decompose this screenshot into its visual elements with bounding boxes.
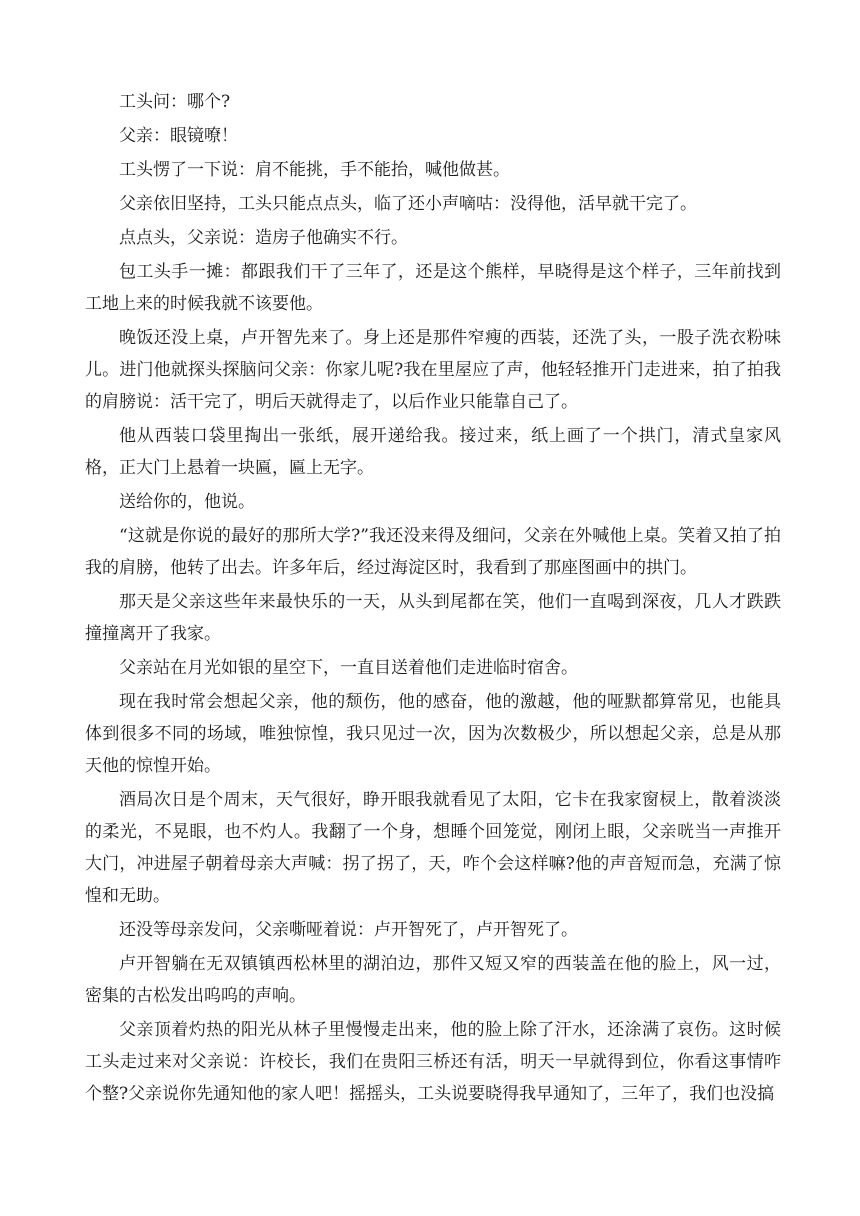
paragraph: 酒局次日是个周末，天气很好，睁开眼我就看见了太阳，它卡在我家窗棂上，散着淡淡的柔光，不晃眼，也不灼人。我翻了一个身，想睡个回笼觉，刚闭上眼，父亲咣当一声推开大门，冲进屋子朝着母亲大声喊：拐了拐了，天，咋个会这样嘛?他的声音短而急，充满了惊惶和无助。 xyxy=(85,790,781,906)
paragraph: 送给你的，他说。 xyxy=(119,492,255,512)
paragraph: 他从西装口袋里掏出一张纸，展开递给我。接过来，纸上画了一个拱门，清式皇家风格，正大门上悬着一块匾，匾上无字。 xyxy=(85,426,781,478)
paragraph: 父亲站在月光如银的星空下，一直目送着他们走进临时宿舍。 xyxy=(119,658,578,678)
paragraph: 父亲：眼镜嘹！ xyxy=(119,126,238,146)
paragraph: 父亲顶着灼热的阳光从林子里慢慢走出来，他的脸上除了汗水，还涂满了哀伤。这时候工头走过来对父亲说：许校长，我们在贵阳三桥还有活，明天一早就得到位，你看这事情咋个整?父亲说你先通知他的家人吧！摇摇头，工头说要晓得我早通知了，三年了，我们也没搞 xyxy=(85,1020,781,1104)
paragraph: 包工头手一摊：都跟我们干了三年了，还是这个熊样，早晓得是这个样子，三年前找到工地上来的时候我就不该要他。 xyxy=(85,262,781,314)
paragraph: 卢开智躺在无双镇镇西松林里的湖泊边，那件又短又窄的西装盖在他的脸上，风一过，密集的古松发出呜呜的声响。 xyxy=(85,954,781,1006)
paragraph: 还没等母亲发问，父亲嘶哑着说：卢开智死了，卢开智死了。 xyxy=(119,920,578,940)
paragraph: 父亲依旧坚持，工头只能点点头，临了还小声嘀咕：没得他，活早就干完了。 xyxy=(119,194,697,214)
paragraph: 点点头，父亲说：造房子他确实不行。 xyxy=(119,228,408,248)
paragraph: 晚饭还没上桌，卢开智先来了。身上还是那件窄瘦的西装，还洗了头，一股子洗衣粉味儿。进门他就探头探脑问父亲：你家儿呢?我在里屋应了声，他轻轻推开门走进来，拍了拍我的肩膀说：活干完了，明后天就得走了，以后作业只能靠自己了。 xyxy=(85,328,781,412)
paragraph: 现在我时常会想起父亲，他的颓伤，他的感奋，他的激越，他的哑默都算常见，也能具体到很多不同的场域，唯独惊惶，我只见过一次，因为次数极少，所以想起父亲，总是从那天他的惊惶开始。 xyxy=(85,692,781,776)
paragraph: 工头愣了一下说：肩不能挑，手不能抬，喊他做甚。 xyxy=(119,160,510,180)
document-page xyxy=(85,86,781,1110)
paragraph: 那天是父亲这些年来最快乐的一天，从头到尾都在笑，他们一直喝到深夜，几人才跌跌撞撞离开了我家。 xyxy=(85,592,781,644)
paragraph: 工头问：哪个? xyxy=(119,92,231,112)
paragraph: “这就是你说的最好的那所大学?”我还没来得及细问，父亲在外喊他上桌。笑着又拍了拍我的肩膀，他转了出去。许多年后，经过海淀区时，我看到了那座图画中的拱门。 xyxy=(85,526,781,578)
